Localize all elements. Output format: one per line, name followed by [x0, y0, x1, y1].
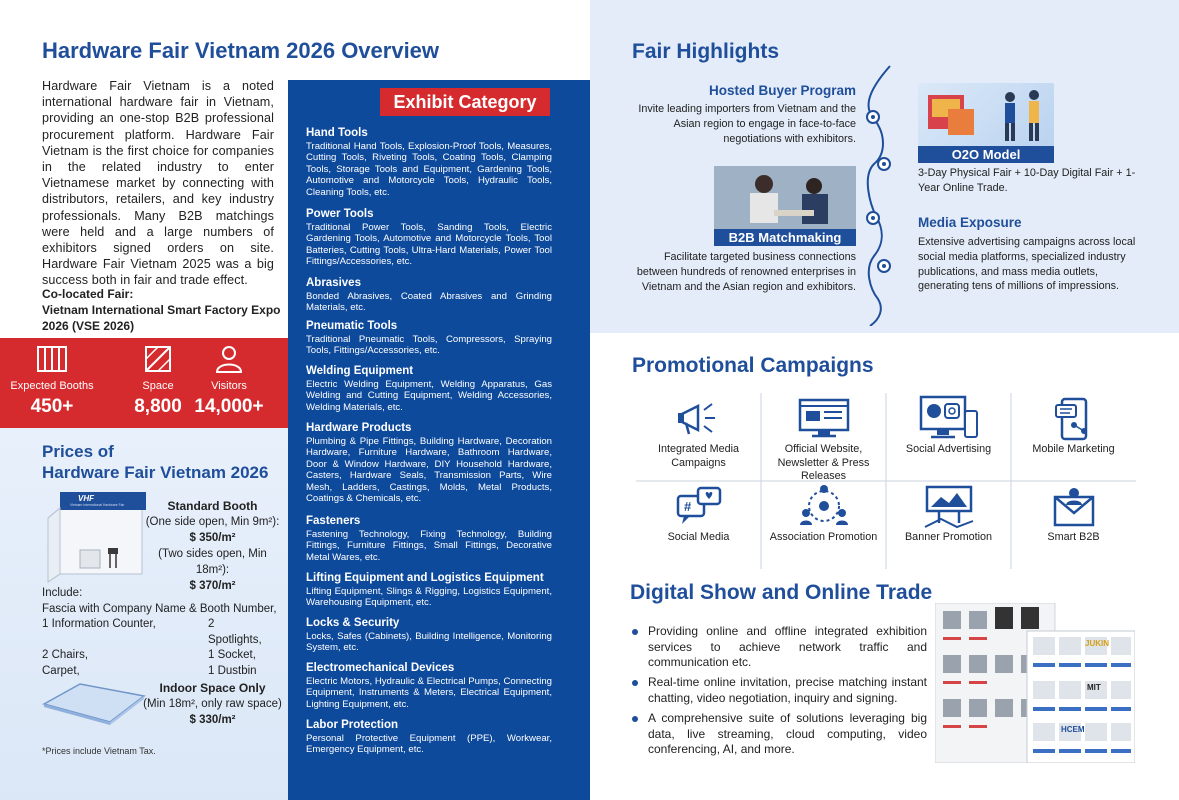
- product-grid-image: [935, 603, 1135, 763]
- promo-integrated-media: [636, 393, 761, 481]
- b2b-matchmaking-photo: [714, 166, 856, 246]
- o2o-desc: 3-Day Physical Fair + 10-Day Digital Fair + 1-Year Online Trade.: [918, 167, 1136, 194]
- stat-value: 450+: [30, 396, 74, 417]
- category-title: Welding Equipment: [306, 365, 414, 377]
- booth-sign-logo: VHF: [78, 494, 94, 503]
- category-desc: Bonded Abrasives, Coated Abrasives and Grinding Materials, etc.: [306, 291, 552, 314]
- digital-bullet: [632, 711, 927, 758]
- category-title: Electromechanical Devices: [306, 662, 455, 674]
- logo-text: JUKIN: [1085, 639, 1110, 648]
- social-ads-icon: [917, 395, 981, 441]
- category-desc: Electric Motors, Hydraulic & Electrical Pumps, Connecting Equipment, Instruments & Meters, Electrical Equipment, Lighting Equipment, etc.: [306, 676, 552, 710]
- timeline-node: [866, 110, 880, 124]
- category-desc: Lifting Equipment, Slings & Rigging, Logistics Equipment, Warehousing Equipment, etc.: [306, 586, 552, 609]
- overview-title: Hardware Fair Vietnam 2026 Overview: [42, 38, 440, 63]
- stat-visitors: [181, 338, 277, 418]
- promo-label: Social Media: [667, 531, 730, 543]
- standard-booth-illustration: [40, 488, 152, 584]
- category-desc: Fastening Technology, Fixing Technology, Building Fittings, Furniture Fittings, Small Fittings, Decorative Metal Wares, etc.: [306, 529, 552, 563]
- category-desc: Personal Protective Equipment (PPE), Workwear, Emergency Equipment, etc.: [306, 733, 552, 756]
- one-side-label: (One side open, Min 9m²):: [145, 516, 280, 528]
- prices-title-line2: Hardware Fair Vietnam 2026: [42, 463, 269, 482]
- indoor-desc: (Min 18m², only raw space): [143, 698, 282, 710]
- timeline-node: [877, 259, 891, 273]
- colocated-label: Co-located Fair:: [42, 287, 134, 301]
- bullet-text: Real-time online invitation, precise matching instant chatting, video negotiation, inquiry and signing.: [648, 675, 927, 705]
- include-row: [42, 648, 282, 664]
- category-locks-security: [306, 616, 552, 654]
- booth-sign-sub: Vietnam International Hardware Fair: [70, 503, 125, 507]
- category-desc: Electric Welding Equipment, Welding Apparatus, Gas Welding and Cutting Equipment, Welding Accessories, Welding Materials, etc.: [306, 379, 552, 413]
- two-sides-label: (Two sides open, Min 18m²):: [158, 548, 267, 576]
- o2o-image: [918, 83, 1054, 163]
- include-line: Fascia with Company Name & Booth Number,: [42, 602, 277, 615]
- promo-label: Official Website, Newsletter & Press Releases: [777, 443, 870, 482]
- category-title: Fasteners: [306, 515, 361, 527]
- category-title: Pneumatic Tools: [306, 320, 398, 332]
- category-desc: Traditional Power Tools, Sanding Tools, Electric Gardening Tools, Automotive and Motorcycle Tools, Tool Batteries, Cutting Tools, Ultra-Hard Materials, Power Tool Fittings/Accessories, etc.: [306, 222, 552, 268]
- media-exposure-desc: Extensive advertising campaigns across local social media platforms, specialized industry publications, and mass media outlets, generating tens of millions of impressions.: [918, 236, 1136, 293]
- category-power-tools: [306, 207, 552, 268]
- website-icon: [796, 396, 852, 440]
- promo-label: Smart B2B: [1047, 531, 1100, 543]
- promo-mobile: [1011, 393, 1136, 481]
- category-pneumatic-tools: [306, 319, 552, 357]
- promo-social-media: [636, 481, 761, 569]
- indoor-space-prices: [140, 680, 285, 728]
- prices-title-line1: Prices of: [42, 442, 114, 461]
- visitor-icon: [181, 344, 277, 376]
- stat-value: 14,000+: [194, 396, 264, 417]
- billboard-icon: [921, 483, 977, 529]
- category-desc: Locks, Safes (Cabinets), Building Intelligence, Monitoring System, etc.: [306, 631, 552, 654]
- one-side-price: $ 350/m²: [189, 532, 236, 544]
- category-electromechanical: [306, 661, 552, 710]
- category-title: Hand Tools: [306, 127, 368, 139]
- timeline-node: [866, 211, 880, 225]
- category-labor-protection: [306, 718, 552, 756]
- category-hardware-products: [306, 421, 552, 504]
- category-title: Labor Protection: [306, 719, 399, 731]
- online-trade-collage: [935, 603, 1135, 763]
- category-title: Lifting Equipment and Logistics Equipment: [306, 572, 544, 584]
- promo-banner: [886, 481, 1011, 569]
- category-desc: Traditional Hand Tools, Explosion-Proof Tools, Measures, Cutting Tools, Riveting Tools, Coating Tools, Clamping Tools, Storage Tools and Equipment, Gardening Tools, Automotive and Motorcycle Tools, Hydraulic Tools, Cleaning Tools, etc.: [306, 141, 552, 198]
- two-sides-price: $ 370/m²: [189, 580, 236, 592]
- hosted-buyer-title: Hosted Buyer Program: [708, 83, 856, 98]
- bullet-text: A comprehensive suite of solutions leveraging big data, live streaming, cloud computing, video conferencing, AI, and more.: [648, 711, 927, 757]
- promo-grid: [636, 393, 1136, 569]
- promo-label: Mobile Marketing: [1032, 443, 1115, 455]
- promo-social-ads: [886, 393, 1011, 481]
- b2b-desc: Facilitate targeted business connections between hundreds of renowned enterprises in Vietnam and the Asian region and exhibitors.: [636, 251, 856, 293]
- include-row: [42, 617, 282, 648]
- indoor-space-illustration: [40, 680, 152, 726]
- include-item: 1 Information Counter,: [42, 618, 156, 631]
- mobile-icon: [1052, 395, 1096, 441]
- indoor-price: $ 330/m²: [189, 714, 236, 726]
- digital-bullet: [632, 675, 927, 706]
- category-title: Hardware Products: [306, 422, 412, 434]
- category-fasteners: [306, 514, 552, 563]
- network-icon: [796, 483, 852, 529]
- category-welding-equipment: [306, 364, 552, 413]
- booth-icon: [4, 344, 100, 376]
- category-title: Power Tools: [306, 208, 374, 220]
- standard-booth-title: Standard Booth: [167, 499, 258, 513]
- promo-association: [761, 481, 886, 569]
- indoor-title: Indoor Space Only: [159, 681, 266, 695]
- promo-label: Association Promotion: [769, 531, 878, 543]
- include-item: Carpet,: [42, 664, 80, 677]
- category-desc: Plumbing & Pipe Fittings, Building Hardware, Decoration Hardware, Furniture Hardware, Bathroom Hardware, Door & Window Hardware, DIY Household Hardware, Casters, Hardware Seals, Transmission Parts, Wire Mesh, Ladders, Castings, Molds, Metal Products, Coatings & Chemicals, etc.: [306, 436, 552, 505]
- booth-inclusions: [42, 586, 282, 680]
- media-exposure-title: Media Exposure: [918, 215, 1022, 230]
- include-label: Include:: [42, 587, 83, 599]
- category-hand-tools: [306, 126, 552, 198]
- include-row: [42, 664, 282, 680]
- logo-text: HCEM: [1061, 725, 1085, 734]
- category-title: Locks & Security: [306, 617, 400, 629]
- tax-note: *Prices include Vietnam Tax.: [42, 746, 156, 756]
- include-item: 1 Socket,: [208, 649, 256, 662]
- bullet-dot: [632, 680, 638, 686]
- stat-value: 8,800: [134, 396, 182, 417]
- digital-bullet: [632, 624, 927, 671]
- hosted-buyer-desc: Invite leading importers from Vietnam and the Asian region to engage in face-to-face negotiations with exhibitors.: [638, 103, 856, 145]
- colocated-name: Vietnam International Smart Factory Expo 2026 (VSE 2026): [42, 303, 281, 333]
- intro-paragraph: Hardware Fair Vietnam is a noted international hardware fair in Vietnam, providing an one-stop B2B professional procurement platform. Hardware Fair Vietnam is the first choice for companies in the related industry to enter Vietnamese market by connecting with distributors, retailers, and key industry professionals. Many B2B matchings were held and a large numbers of exhibitors signed orders on site. Hardware Fair Vietnam 2025 was a big success both in fair and trade effect.: [42, 79, 274, 288]
- svg-text:#: #: [683, 499, 691, 514]
- category-abrasives: [306, 276, 552, 314]
- highlights-title: Fair Highlights: [632, 40, 779, 63]
- stat-label: Expected Booths: [10, 380, 94, 392]
- stat-booths: [4, 338, 100, 418]
- category-title: Abrasives: [306, 277, 361, 289]
- bullet-dot: [632, 629, 638, 635]
- include-item: 2 Chairs,: [42, 649, 89, 662]
- digital-title: Digital Show and Online Trade: [630, 581, 933, 604]
- exhibit-category-badge: Exhibit Category: [380, 88, 550, 116]
- include-item: 2 Spotlights,: [208, 618, 262, 646]
- stats-band: [0, 338, 288, 428]
- promo-website: [761, 393, 886, 481]
- stat-label: Space: [142, 380, 174, 392]
- stat-label: Visitors: [211, 380, 247, 392]
- promo-smart-b2b: [1011, 481, 1136, 569]
- o2o-caption: O2O Model: [918, 146, 1054, 163]
- promo-label: Integrated Media Campaigns: [657, 443, 740, 469]
- category-desc: Traditional Pneumatic Tools, Compressors, Spraying Tools, Fittings/Accessories, etc.: [306, 334, 552, 357]
- standard-booth-prices: [140, 498, 285, 594]
- envelope-icon: [1049, 483, 1099, 529]
- bullet-text: Providing online and offline integrated exhibition services to achieve network traffic and communication etc.: [648, 624, 927, 670]
- logo-text: MIT: [1087, 683, 1101, 692]
- chat-icon: [674, 484, 724, 528]
- promo-title: Promotional Campaigns: [632, 354, 874, 377]
- colocated-fair: [42, 286, 282, 334]
- bullet-dot: [632, 716, 638, 722]
- promo-label: Banner Promotion: [904, 531, 993, 543]
- include-item: 1 Dustbin: [208, 664, 257, 677]
- megaphone-icon: [674, 396, 724, 440]
- b2b-caption: B2B Matchmaking: [714, 229, 856, 246]
- timeline-node: [877, 157, 891, 171]
- prices-title: [42, 441, 268, 483]
- promo-label: Social Advertising: [905, 443, 992, 455]
- category-lifting-logistics: [306, 571, 552, 609]
- timeline-curve: [860, 64, 900, 326]
